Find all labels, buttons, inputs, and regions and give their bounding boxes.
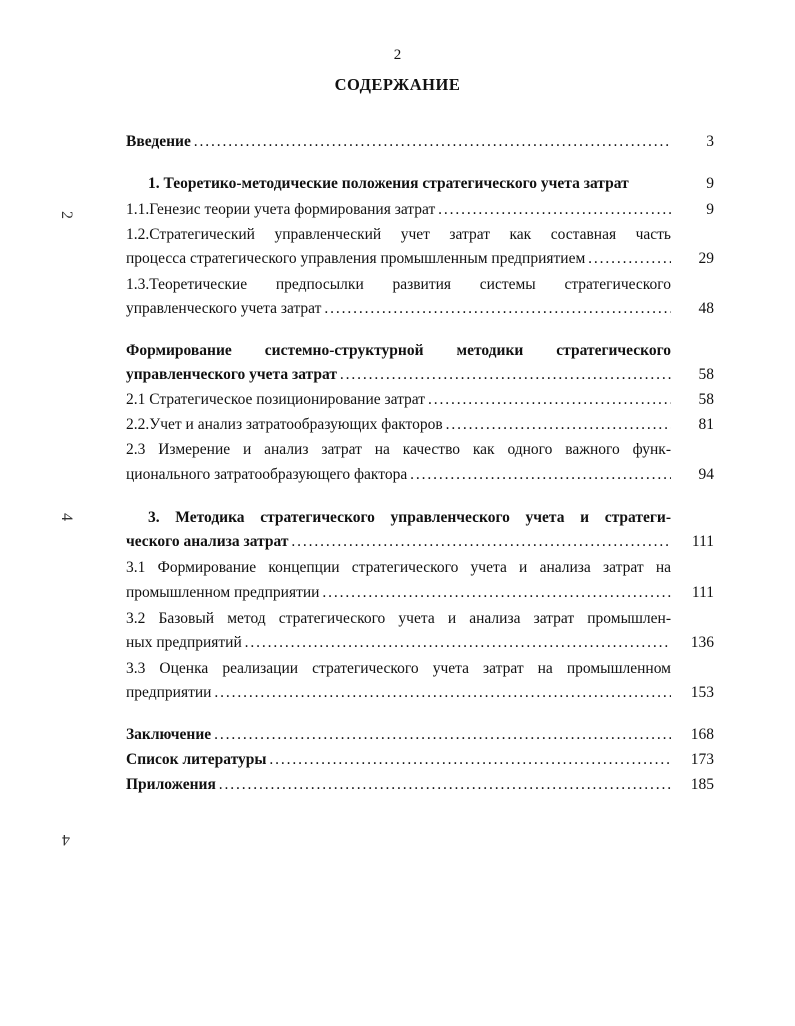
toc-page-number: 153 xyxy=(690,684,714,701)
toc-page-number: 111 xyxy=(691,533,714,550)
toc-entry-label: 2.2.Учет и анализ затратообразующих факторов xyxy=(126,416,443,433)
toc-page-number: 9 xyxy=(706,175,714,192)
toc-page-number: 29 xyxy=(698,250,714,267)
toc-entry-label: 2.1 Стратегическое позиционирование затрат xyxy=(126,391,426,408)
toc-page-number: 136 xyxy=(690,634,714,651)
toc-entry-label: Заключение xyxy=(126,726,212,743)
toc-page-number: 3 xyxy=(706,133,714,150)
toc-entry-label: промышленном предприятии xyxy=(126,584,320,601)
toc-section-2-2 xyxy=(126,416,671,434)
toc-chapter-3-line2 xyxy=(126,533,671,551)
toc-page-number: 81 xyxy=(698,416,714,433)
toc-entry-conclusion xyxy=(126,726,671,744)
toc-page-number: 173 xyxy=(690,751,714,768)
margin-mark: 4 xyxy=(62,831,70,848)
toc-page-number: 58 xyxy=(698,391,714,408)
toc-chapter-2-line1: Формирование системно-структурной методики стратегического xyxy=(126,342,671,359)
toc-page-number: 111 xyxy=(691,584,714,601)
toc-entry-label: Приложения xyxy=(126,776,216,793)
toc-section-1-3-line1: 1.3.Теоретические предпосылки развития системы стратегического xyxy=(126,276,671,293)
margin-mark: 2 xyxy=(58,211,75,219)
toc-section-1-2-line1: 1.2.Стратегический управленческий учет затрат как составная часть xyxy=(126,226,671,243)
toc-section-2-3-line2 xyxy=(126,466,671,484)
toc-entry-label: ческого анализа затрат xyxy=(126,533,289,550)
toc-chapter-2-line2 xyxy=(126,366,671,384)
toc-section-3-1-line1: 3.1 Формирование концепции стратегического учета и анализа затрат на xyxy=(126,559,671,576)
toc-entry-references xyxy=(126,751,671,769)
toc-chapter-3-line1: 3. Методика стратегического управленческого учета и стратеги- xyxy=(148,509,671,526)
toc-entry-label: предприятии xyxy=(126,684,212,701)
toc-section-2-1 xyxy=(126,391,671,409)
page-title: СОДЕРЖАНИЕ xyxy=(334,75,461,94)
toc-page-number: 48 xyxy=(698,300,714,317)
toc-entry-label: управленческого учета затрат xyxy=(126,300,322,317)
toc-page-number: 168 xyxy=(690,726,714,743)
toc-section-2-3-line1: 2.3 Измерение и анализ затрат на качество как одного важного функ- xyxy=(126,441,671,458)
toc-section-1-3-line2 xyxy=(126,300,671,318)
toc-section-1-1 xyxy=(126,201,671,219)
toc-entry-label: ных предприятий xyxy=(126,634,242,651)
toc-entry-label: процесса стратегического управления промышленным предприятием xyxy=(126,250,586,267)
toc-section-3-3-line1: 3.3 Оценка реализации стратегического учета затрат на промышленном xyxy=(126,660,671,677)
toc-page-number: 9 xyxy=(706,201,714,218)
toc-page-number: 58 xyxy=(698,366,714,383)
toc-page-number: 185 xyxy=(690,776,714,793)
toc-section-3-2-line1: 3.2 Базовый метод стратегического учета и анализа затрат промышлен- xyxy=(126,610,671,627)
toc-entry-label: Список литературы xyxy=(126,751,267,768)
toc-entry-label: Введение xyxy=(126,133,191,150)
page-number: 2 xyxy=(393,47,402,63)
toc-entry-label: управленческого учета затрат xyxy=(126,366,337,383)
toc-entry-appendices xyxy=(126,776,671,794)
toc-section-3-3-line2 xyxy=(126,684,671,702)
toc-section-3-1-line2 xyxy=(126,584,671,602)
margin-mark: 4 xyxy=(58,513,75,521)
toc-entry-intro xyxy=(126,133,671,151)
toc-section-3-2-line2 xyxy=(126,634,671,652)
toc-chapter-1: 1. Теоретико-методические положения стратегического учета затрат xyxy=(148,175,629,192)
toc-entry-label: ционального затратообразующего фактора xyxy=(126,466,408,483)
toc-page-number: 94 xyxy=(698,466,714,483)
toc-entry-label: 1.1.Генезис теории учета формирования затрат xyxy=(126,201,436,218)
toc-section-1-2-line2 xyxy=(126,250,671,268)
